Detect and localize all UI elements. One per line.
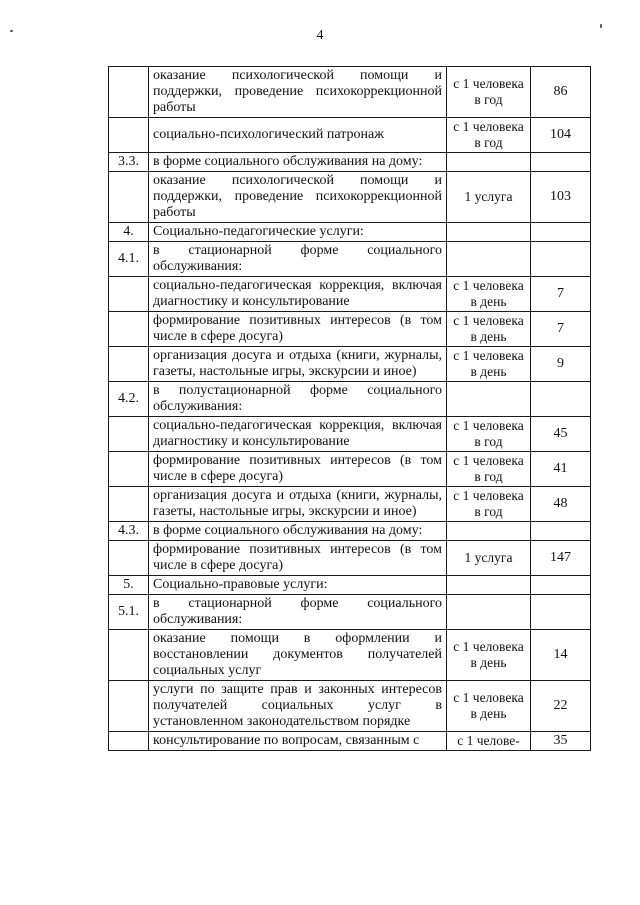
unit-of-measure: с 1 человека в год [447,452,531,487]
unit-of-measure: с 1 человека в год [447,487,531,522]
unit-of-measure: с 1 человека в день [447,630,531,681]
row-number: 3.3. [109,153,149,172]
tariff-value: 48 [531,487,591,522]
row-number [109,67,149,118]
table-row [109,541,591,576]
tariff-value [531,153,591,172]
row-number: 4.1. [109,242,149,277]
row-number: 4. [109,223,149,242]
service-name: в стационарной форме социального обслуживания: [149,242,447,277]
tariff-value [531,382,591,417]
unit-of-measure: 1 услуга [447,172,531,223]
unit-of-measure: с 1 человека в день [447,347,531,382]
row-number [109,681,149,732]
table-row [109,487,591,522]
unit-of-measure: с 1 челове- [447,732,531,751]
unit-of-measure [447,382,531,417]
service-name: социально-педагогическая коррекция, включая диагностику и консультирование [149,417,447,452]
table-row [109,223,591,242]
unit-of-measure: с 1 человека в день [447,681,531,732]
tariff-value: 104 [531,118,591,153]
service-name: Социально-правовые услуги: [149,576,447,595]
row-number [109,487,149,522]
tariff-value: 86 [531,67,591,118]
row-number [109,118,149,153]
scan-speck [600,24,602,28]
unit-of-measure [447,153,531,172]
service-name: формирование позитивных интересов (в том числе в сфере досуга) [149,541,447,576]
table-row [109,153,591,172]
row-number: 4.2. [109,382,149,417]
service-name: оказание психологической помощи и поддержки, проведение психокоррекционной работы [149,172,447,223]
table-row [109,347,591,382]
unit-of-measure [447,595,531,630]
table-row [109,417,591,452]
service-name: формирование позитивных интересов (в том числе в сфере досуга) [149,452,447,487]
unit-of-measure: с 1 человека в день [447,277,531,312]
tariff-value: 22 [531,681,591,732]
tariff-value [531,576,591,595]
table-row [109,242,591,277]
tariff-value: 35 [531,732,591,751]
service-name: услуги по защите прав и законных интересов получателей социальных услуг в установленном законодательством порядке [149,681,447,732]
unit-of-measure [447,242,531,277]
table-row [109,312,591,347]
row-number [109,732,149,751]
service-name: в полустационарной форме социального обслуживания: [149,382,447,417]
tariff-value [531,223,591,242]
service-name: в стационарной форме социального обслуживания: [149,595,447,630]
row-number: 5. [109,576,149,595]
service-name: социально-педагогическая коррекция, включая диагностику и консультирование [149,277,447,312]
tariff-value: 45 [531,417,591,452]
table-row [109,522,591,541]
unit-of-measure: с 1 человека в год [447,417,531,452]
scan-speck [10,30,13,32]
row-number [109,541,149,576]
table-row [109,382,591,417]
unit-of-measure: с 1 человека в год [447,118,531,153]
table-row [109,172,591,223]
service-name: консультирование по вопросам, связанным с [149,732,447,751]
table-row [109,681,591,732]
table-row [109,452,591,487]
unit-of-measure: с 1 человека в день [447,312,531,347]
service-name: формирование позитивных интересов (в том числе в сфере досуга) [149,312,447,347]
row-number [109,277,149,312]
unit-of-measure [447,576,531,595]
row-number [109,312,149,347]
tariff-value [531,595,591,630]
tariff-value: 7 [531,312,591,347]
unit-of-measure [447,223,531,242]
row-number: 4.3. [109,522,149,541]
service-name: организация досуга и отдыха (книги, журналы, газеты, настольные игры, экскурсии и иное) [149,347,447,382]
tariff-value: 147 [531,541,591,576]
table-row [109,732,591,751]
row-number: 5.1. [109,595,149,630]
unit-of-measure [447,522,531,541]
unit-of-measure: с 1 человека в год [447,67,531,118]
table-row [109,118,591,153]
row-number [109,452,149,487]
row-number [109,347,149,382]
service-name: Социально-педагогические услуги: [149,223,447,242]
table-row [109,277,591,312]
service-name: социально-психологический патронаж [149,118,447,153]
table-row [109,576,591,595]
service-name: в форме социального обслуживания на дому: [149,522,447,541]
tariff-value [531,242,591,277]
service-name: оказание психологической помощи и поддержки, проведение психокоррекционной работы [149,67,447,118]
tariff-value: 41 [531,452,591,487]
table-row [109,67,591,118]
row-number [109,630,149,681]
tariff-value: 14 [531,630,591,681]
row-number [109,417,149,452]
tariff-value [531,522,591,541]
tariff-value: 103 [531,172,591,223]
unit-of-measure: 1 услуга [447,541,531,576]
service-name: оказание помощи в оформлении и восстановлении документов получателей социальных услуг [149,630,447,681]
tariff-value: 9 [531,347,591,382]
table-row [109,630,591,681]
row-number [109,172,149,223]
service-name: организация досуга и отдыха (книги, журналы, газеты, настольные игры, экскурсии и иное) [149,487,447,522]
tariff-value: 7 [531,277,591,312]
page-number: 4 [316,28,324,43]
services-table [108,66,591,751]
table-row [109,595,591,630]
service-name: в форме социального обслуживания на дому: [149,153,447,172]
